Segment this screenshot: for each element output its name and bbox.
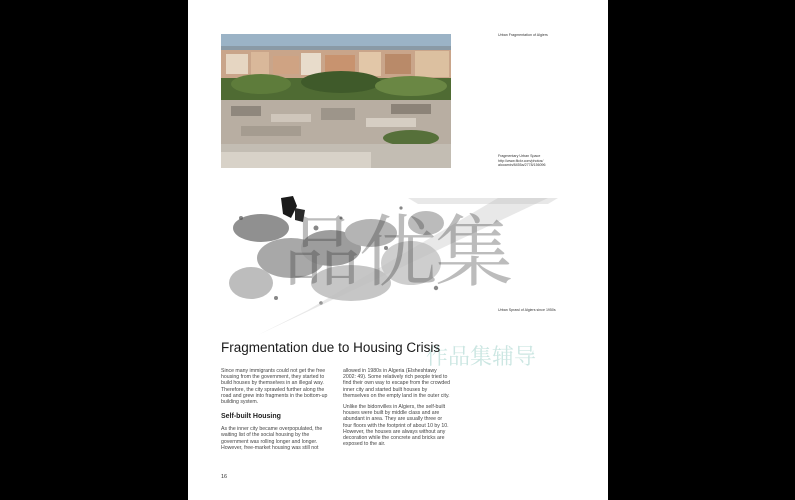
section-heading: Fragmentation due to Housing Crisis [221, 340, 441, 355]
photo-caption-title: Fragmentary Urban Space [498, 154, 541, 158]
figure-title: Urban Fragmentation of Algiers [498, 33, 548, 37]
urban-photo [221, 34, 451, 168]
watermark-text-small: 作品集辅导 [426, 345, 537, 370]
watermark-text-large: 品优集 [283, 208, 512, 298]
map-caption: Urban Sprawl of Algiers since 1950s [498, 308, 556, 312]
subheading: Self-built Housing [221, 413, 281, 421]
photo-link-line1: http://www.flickr.com/photos/ [498, 158, 544, 163]
text-column-2 [343, 368, 451, 452]
paragraph: allowed in 1980s in Algeria (Elsheshtawy 2002: 49). Some relatively rich people tried to find their own way to escape from the crowded inner city and started built houses by themselves on the empty land in the outer city. [343, 368, 450, 399]
paragraph: Since many immigrants could not get the free housing from the government, they started to build houses by themselves in an illegal way. Therefore, the city sprawled further along the road and grew into fragments in the bottom-up building system. [221, 368, 328, 406]
paragraph: Unlike the bidonvilles in Algiers, the self-built houses were built by middle class and are abundant in area. They are usually three or four floors with the footprint of about 10 by 10. However, the houses are always without any decoration while the concrete and bricks are exposed to the air. [343, 404, 449, 448]
urban-photo-illustration [221, 34, 451, 168]
photo-link-line2: alooamin/8455a/2778/156096 [498, 163, 546, 168]
photo-caption [498, 154, 578, 168]
text-column-1 [221, 368, 329, 456]
document-page [188, 0, 608, 500]
paragraph: As the inner city became overpopulated, the waiting list of the social housing by the government was rolling longer and longer. However, free-market housing was still not [221, 426, 323, 451]
page-number: 16 [221, 474, 228, 480]
